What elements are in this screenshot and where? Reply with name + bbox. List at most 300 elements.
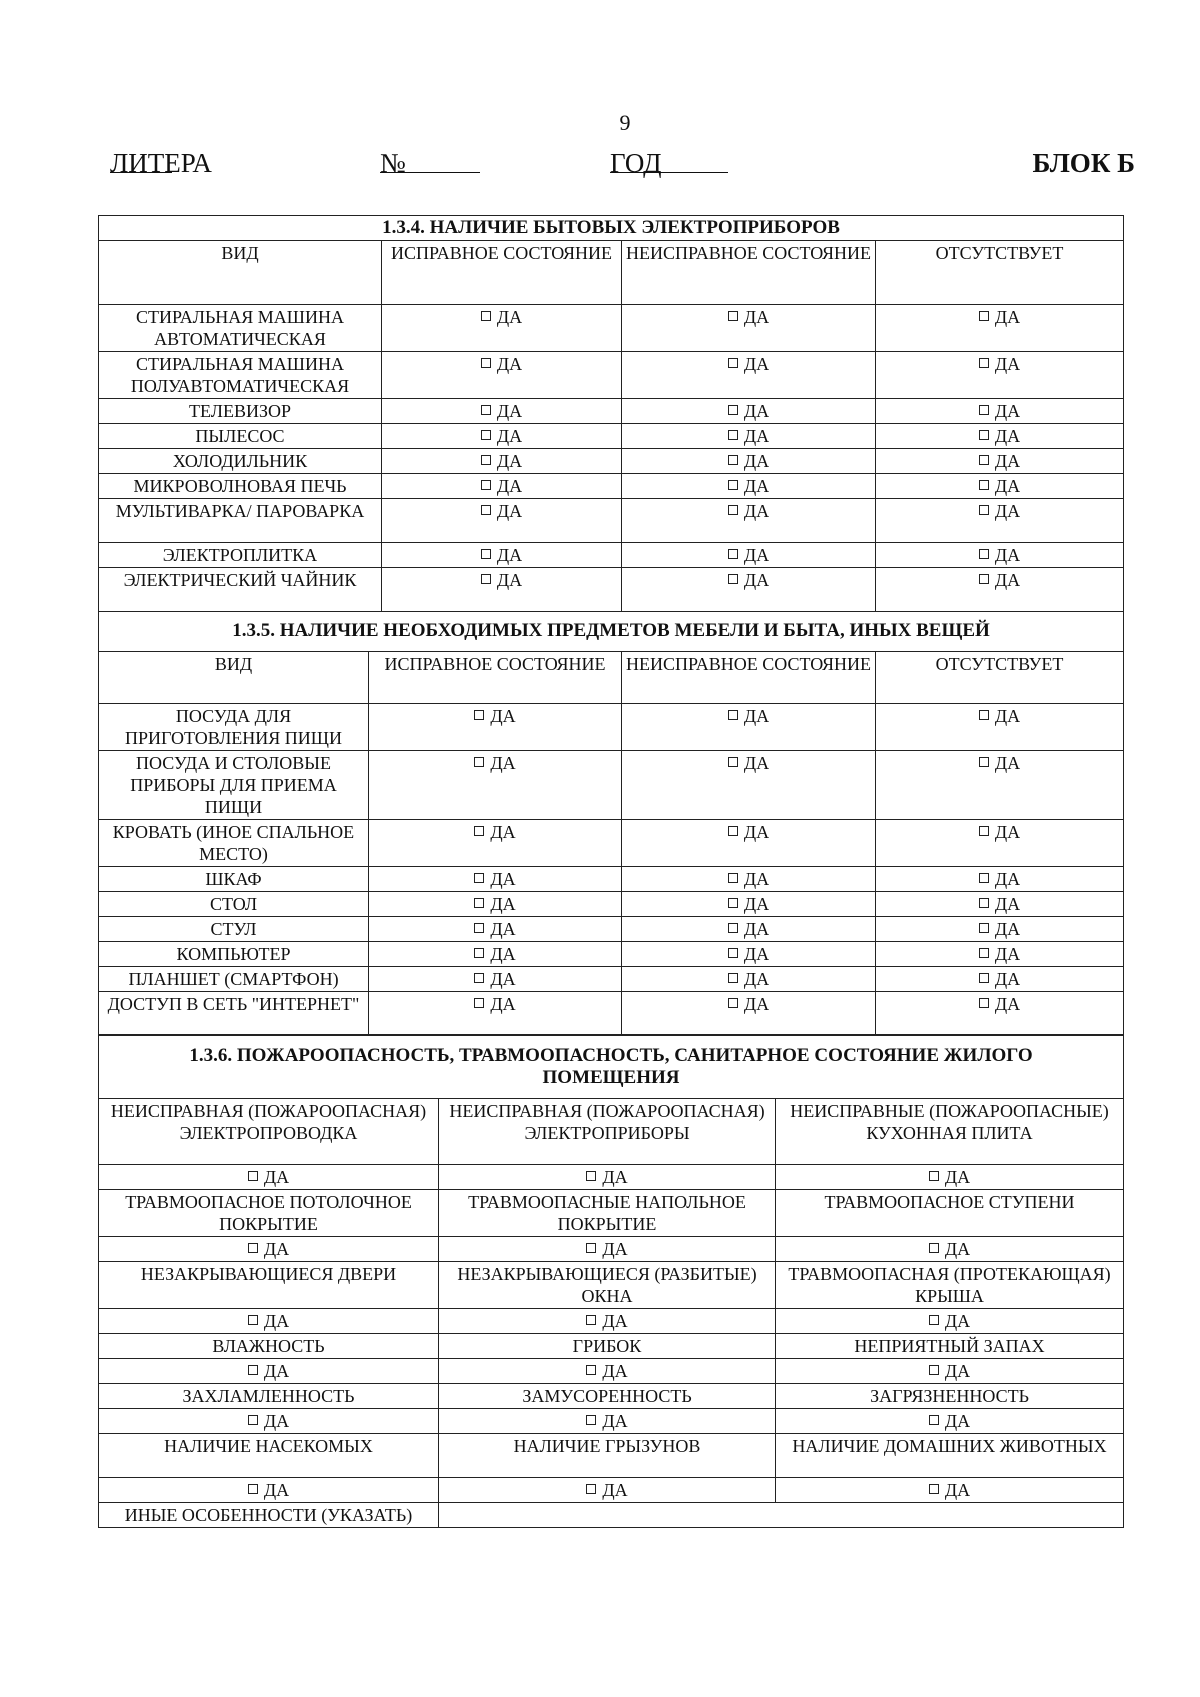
col-type: ВИД: [99, 651, 369, 703]
year-blank[interactable]: [610, 148, 728, 173]
yes-label: ДА: [496, 354, 523, 374]
hazard-label: ТРАВМООПАСНОЕ СТУПЕНИ: [776, 1190, 1124, 1237]
checkbox-icon[interactable]: [474, 826, 484, 836]
checkbox-icon[interactable]: [586, 1365, 596, 1375]
item-name: ДОСТУП В СЕТЬ "ИНТЕРНЕТ": [99, 991, 369, 1035]
checkbox-icon[interactable]: [979, 505, 989, 515]
yes-checkbox[interactable]: [622, 543, 876, 568]
table-row: [99, 1334, 1124, 1359]
checkbox-icon[interactable]: [929, 1171, 939, 1181]
hazard-label: НЕИСПРАВНЫЕ (ПОЖАРООПАСНЫЕ) КУХОННАЯ ПЛИТА: [776, 1099, 1124, 1165]
yes-checkbox[interactable]: [439, 1237, 776, 1262]
yes-checkbox[interactable]: [369, 866, 622, 891]
yes-checkbox[interactable]: [622, 966, 876, 991]
yes-label: ДА: [490, 893, 516, 914]
block-label: БЛОК Б: [1032, 148, 1135, 178]
checkbox-icon[interactable]: [474, 998, 484, 1008]
checkbox-icon[interactable]: [474, 710, 484, 720]
yes-checkbox[interactable]: [876, 819, 1124, 866]
table-row: [99, 891, 1124, 916]
year-label: ГОД: [610, 148, 662, 178]
yes-label: ДА: [994, 868, 1021, 889]
checkbox-icon[interactable]: [979, 430, 989, 440]
yes-label: ДА: [263, 1167, 290, 1187]
hazard-label: ГРИБОК: [439, 1334, 776, 1359]
yes-checkbox[interactable]: [776, 1309, 1124, 1334]
hazard-label: НЕЗАКРЫВАЮЩИЕСЯ (РАЗБИТЫЕ) ОКНА: [439, 1262, 776, 1309]
safety-section-title: 1.3.6. ПОЖАРООПАСНОСТЬ, ТРАВМООПАСНОСТЬ, САНИТАРНОЕ СОСТОЯНИЕ ЖИЛОГО ПОМЕЩЕНИЯ: [99, 1035, 1124, 1099]
checkbox-icon[interactable]: [979, 826, 989, 836]
yes-checkbox[interactable]: [876, 543, 1124, 568]
checkbox-icon[interactable]: [728, 549, 738, 559]
table-row: [99, 703, 1124, 750]
yes-label: ДА: [490, 918, 516, 939]
checkbox-icon[interactable]: [728, 757, 738, 767]
yes-label: ДА: [496, 545, 523, 565]
checkbox-icon[interactable]: [979, 923, 989, 933]
checkbox-icon[interactable]: [481, 549, 491, 559]
yes-label: ДА: [496, 401, 523, 421]
table-row: [99, 966, 1124, 991]
item-name: ПЫЛЕСОС: [99, 424, 382, 449]
checkbox-icon[interactable]: [728, 358, 738, 368]
yes-label: ДА: [743, 451, 770, 471]
yes-checkbox[interactable]: [876, 474, 1124, 499]
item-name: МИКРОВОЛНОВАЯ ПЕЧЬ: [99, 474, 382, 499]
table-row: [99, 1262, 1124, 1309]
yes-checkbox[interactable]: [99, 1359, 439, 1384]
yes-label: ДА: [496, 570, 523, 590]
col-type: ВИД: [99, 241, 382, 305]
checkbox-icon[interactable]: [728, 898, 738, 908]
yes-label: ДА: [602, 1311, 628, 1331]
table-row: [99, 543, 1124, 568]
yes-label: ДА: [490, 868, 516, 889]
table-row: [99, 568, 1124, 612]
hazard-label: НАЛИЧИЕ ДОМАШНИХ ЖИВОТНЫХ: [776, 1434, 1124, 1478]
yes-checkbox[interactable]: [622, 474, 876, 499]
hazard-label: НАЛИЧИЕ НАСЕКОМЫХ: [99, 1434, 439, 1478]
item-name: СТИРАЛЬНАЯ МАШИНА АВТОМАТИЧЕСКАЯ: [99, 305, 382, 352]
table-row: [99, 1409, 1124, 1434]
checkbox-icon[interactable]: [929, 1365, 939, 1375]
yes-label: ДА: [743, 354, 770, 374]
checkbox-icon[interactable]: [979, 948, 989, 958]
yes-label: ДА: [994, 426, 1021, 446]
table-row: [99, 1237, 1124, 1262]
page-number: 9: [619, 110, 631, 135]
checkbox-icon[interactable]: [728, 873, 738, 883]
yes-label: ДА: [743, 570, 770, 590]
yes-checkbox[interactable]: [776, 1478, 1124, 1503]
table-row: [99, 1478, 1124, 1503]
yes-checkbox[interactable]: [622, 352, 876, 399]
item-name: СТОЛ: [99, 891, 369, 916]
yes-checkbox[interactable]: [382, 474, 622, 499]
yes-checkbox[interactable]: [382, 424, 622, 449]
safety-rows: [99, 1099, 1124, 1503]
yes-label: ДА: [743, 401, 770, 421]
checkbox-icon[interactable]: [979, 455, 989, 465]
yes-label: ДА: [944, 1311, 971, 1331]
litera-blank[interactable]: [110, 148, 172, 173]
checkbox-icon[interactable]: [979, 405, 989, 415]
table-row: [99, 1165, 1124, 1190]
checkbox-icon[interactable]: [728, 948, 738, 958]
checkbox-icon[interactable]: [248, 1415, 258, 1425]
yes-checkbox[interactable]: [622, 399, 876, 424]
col-working: ИСПРАВНОЕ СОСТОЯНИЕ: [382, 241, 622, 305]
yes-label: ДА: [490, 705, 516, 726]
yes-label: ДА: [994, 993, 1021, 1014]
item-name: ПОСУДА И СТОЛОВЫЕ ПРИБОРЫ ДЛЯ ПРИЕМА ПИЩИ: [99, 750, 369, 819]
checkbox-icon[interactable]: [728, 480, 738, 490]
yes-checkbox[interactable]: [622, 819, 876, 866]
furniture-section-title: 1.3.5. НАЛИЧИЕ НЕОБХОДИМЫХ ПРЕДМЕТОВ МЕБЕЛИ И БЫТА, ИНЫХ ВЕЩЕЙ: [99, 611, 1124, 651]
yes-checkbox[interactable]: [382, 543, 622, 568]
yes-checkbox[interactable]: [622, 568, 876, 612]
yes-checkbox[interactable]: [99, 1409, 439, 1434]
yes-label: ДА: [743, 993, 770, 1014]
item-name: ШКАФ: [99, 866, 369, 891]
yes-label: ДА: [743, 918, 770, 939]
yes-label: ДА: [743, 476, 770, 496]
yes-label: ДА: [602, 1480, 628, 1500]
yes-checkbox[interactable]: [369, 916, 622, 941]
checkbox-icon[interactable]: [979, 480, 989, 490]
yes-checkbox[interactable]: [99, 1165, 439, 1190]
checkbox-icon[interactable]: [728, 998, 738, 1008]
table-row: [99, 1359, 1124, 1384]
checkbox-icon[interactable]: [979, 358, 989, 368]
number-label: №: [380, 148, 406, 178]
yes-checkbox[interactable]: [876, 866, 1124, 891]
yes-checkbox[interactable]: [99, 1237, 439, 1262]
yes-checkbox[interactable]: [382, 352, 622, 399]
yes-label: ДА: [743, 893, 770, 914]
table-row: [99, 1384, 1124, 1409]
item-name: ПОСУДА ДЛЯ ПРИГОТОВЛЕНИЯ ПИЩИ: [99, 703, 369, 750]
checkbox-icon[interactable]: [474, 898, 484, 908]
yes-checkbox[interactable]: [369, 991, 622, 1035]
yes-checkbox[interactable]: [876, 399, 1124, 424]
col-broken: НЕИСПРАВНОЕ СОСТОЯНИЕ: [622, 651, 876, 703]
yes-checkbox[interactable]: [382, 499, 622, 543]
yes-checkbox[interactable]: [439, 1409, 776, 1434]
yes-label: ДА: [743, 501, 770, 521]
yes-checkbox[interactable]: [622, 891, 876, 916]
col-absent: ОТСУТСТВУЕТ: [876, 241, 1124, 305]
other-features-field[interactable]: [439, 1503, 1124, 1528]
checkbox-icon[interactable]: [481, 430, 491, 440]
checkbox-icon[interactable]: [979, 311, 989, 321]
yes-label: ДА: [496, 307, 523, 327]
yes-label: ДА: [994, 943, 1021, 964]
checkbox-icon[interactable]: [586, 1171, 596, 1181]
yes-checkbox[interactable]: [776, 1165, 1124, 1190]
checkbox-icon[interactable]: [728, 505, 738, 515]
yes-label: ДА: [490, 943, 516, 964]
checkbox-icon[interactable]: [728, 455, 738, 465]
yes-checkbox[interactable]: [622, 750, 876, 819]
item-name: МУЛЬТИВАРКА/ ПАРОВАРКА: [99, 499, 382, 543]
yes-label: ДА: [944, 1239, 971, 1259]
yes-label: ДА: [743, 943, 770, 964]
yes-checkbox[interactable]: [876, 499, 1124, 543]
checkbox-icon[interactable]: [979, 973, 989, 983]
item-name: КРОВАТЬ (ИНОЕ СПАЛЬНОЕ МЕСТО): [99, 819, 369, 866]
checkbox-icon[interactable]: [474, 757, 484, 767]
checkbox-icon[interactable]: [481, 574, 491, 584]
yes-checkbox[interactable]: [622, 499, 876, 543]
yes-checkbox[interactable]: [99, 1478, 439, 1503]
yes-label: ДА: [743, 868, 770, 889]
appliances-rows: [99, 305, 1124, 612]
appliances-section-title: 1.3.4. НАЛИЧИЕ БЫТОВЫХ ЭЛЕКТРОПРИБОРОВ: [99, 216, 1124, 241]
yes-label: ДА: [994, 545, 1021, 565]
hazard-label: ЗАХЛАМЛЕННОСТЬ: [99, 1384, 439, 1409]
yes-checkbox[interactable]: [876, 891, 1124, 916]
yes-label: ДА: [263, 1480, 290, 1500]
checkbox-icon[interactable]: [979, 873, 989, 883]
yes-label: ДА: [496, 426, 523, 446]
hazard-label: НЕИСПРАВНАЯ (ПОЖАРООПАСНАЯ) ЭЛЕКТРОПРИБОРЫ: [439, 1099, 776, 1165]
table-row: [99, 941, 1124, 966]
checkbox-icon[interactable]: [728, 973, 738, 983]
yes-checkbox[interactable]: [622, 305, 876, 352]
yes-checkbox[interactable]: [776, 1409, 1124, 1434]
yes-label: ДА: [602, 1361, 628, 1381]
yes-checkbox[interactable]: [439, 1359, 776, 1384]
yes-checkbox[interactable]: [369, 966, 622, 991]
checkbox-icon[interactable]: [979, 898, 989, 908]
checkbox-icon[interactable]: [481, 405, 491, 415]
table-row: [99, 1190, 1124, 1237]
hazard-label: НЕЗАКРЫВАЮЩИЕСЯ ДВЕРИ: [99, 1262, 439, 1309]
table-row: [99, 916, 1124, 941]
yes-label: ДА: [743, 705, 770, 726]
yes-label: ДА: [490, 993, 516, 1014]
table-row: [99, 474, 1124, 499]
item-name: СТИРАЛЬНАЯ МАШИНА ПОЛУАВТОМАТИЧЕСКАЯ: [99, 352, 382, 399]
table-row: [99, 991, 1124, 1035]
col-broken: НЕИСПРАВНОЕ СОСТОЯНИЕ: [622, 241, 876, 305]
safety-table: [98, 1034, 1124, 1528]
table-row: [99, 305, 1124, 352]
yes-label: ДА: [944, 1411, 971, 1431]
yes-checkbox[interactable]: [99, 1309, 439, 1334]
yes-checkbox[interactable]: [439, 1309, 776, 1334]
checkbox-icon[interactable]: [474, 873, 484, 883]
yes-checkbox[interactable]: [369, 750, 622, 819]
yes-label: ДА: [743, 752, 770, 773]
item-name: ПЛАНШЕТ (СМАРТФОН): [99, 966, 369, 991]
checkbox-icon[interactable]: [728, 405, 738, 415]
yes-label: ДА: [602, 1167, 628, 1187]
yes-checkbox[interactable]: [369, 891, 622, 916]
checkbox-icon[interactable]: [481, 311, 491, 321]
yes-label: ДА: [944, 1480, 971, 1500]
yes-checkbox[interactable]: [876, 703, 1124, 750]
yes-checkbox[interactable]: [876, 916, 1124, 941]
checkbox-icon[interactable]: [474, 948, 484, 958]
yes-label: ДА: [263, 1411, 290, 1431]
checkbox-icon[interactable]: [248, 1243, 258, 1253]
checkbox-icon[interactable]: [586, 1415, 596, 1425]
checkbox-icon[interactable]: [248, 1365, 258, 1375]
yes-checkbox[interactable]: [439, 1165, 776, 1190]
yes-checkbox[interactable]: [382, 305, 622, 352]
other-features-label: ИНЫЕ ОСОБЕННОСТИ (УКАЗАТЬ): [99, 1503, 439, 1528]
form-header: [110, 148, 1135, 188]
table-row: [99, 499, 1124, 543]
checkbox-icon[interactable]: [979, 757, 989, 767]
yes-label: ДА: [994, 401, 1021, 421]
number-blank[interactable]: [380, 148, 480, 173]
checkbox-icon[interactable]: [979, 574, 989, 584]
yes-label: ДА: [994, 476, 1021, 496]
yes-label: ДА: [994, 501, 1021, 521]
yes-label: ДА: [743, 426, 770, 446]
yes-label: ДА: [263, 1239, 290, 1259]
table-row: [99, 399, 1124, 424]
col-absent: ОТСУТСТВУЕТ: [876, 651, 1124, 703]
yes-label: ДА: [743, 307, 770, 327]
table-row: [99, 352, 1124, 399]
yes-label: ДА: [994, 968, 1021, 989]
yes-label: ДА: [743, 545, 770, 565]
yes-label: ДА: [496, 476, 523, 496]
hazard-label: ВЛАЖНОСТЬ: [99, 1334, 439, 1359]
checkbox-icon[interactable]: [929, 1484, 939, 1494]
yes-checkbox[interactable]: [369, 819, 622, 866]
yes-checkbox[interactable]: [876, 750, 1124, 819]
table-row: [99, 1309, 1124, 1334]
yes-checkbox[interactable]: [622, 449, 876, 474]
checkbox-icon[interactable]: [248, 1315, 258, 1325]
hazard-label: ТРАВМООПАСНАЯ (ПРОТЕКАЮЩАЯ) КРЫША: [776, 1262, 1124, 1309]
checkbox-icon[interactable]: [728, 311, 738, 321]
item-name: ЭЛЕКТРОПЛИТКА: [99, 543, 382, 568]
checkbox-icon[interactable]: [929, 1243, 939, 1253]
yes-checkbox[interactable]: [876, 424, 1124, 449]
table-row: [99, 449, 1124, 474]
hazard-label: ЗАГРЯЗНЕННОСТЬ: [776, 1384, 1124, 1409]
item-name: ТЕЛЕВИЗОР: [99, 399, 382, 424]
checkbox-icon[interactable]: [474, 973, 484, 983]
checkbox-icon[interactable]: [979, 998, 989, 1008]
yes-checkbox[interactable]: [622, 866, 876, 891]
item-name: КОМПЬЮТЕР: [99, 941, 369, 966]
checkbox-icon[interactable]: [728, 430, 738, 440]
checkbox-icon[interactable]: [481, 505, 491, 515]
yes-label: ДА: [496, 501, 523, 521]
yes-checkbox[interactable]: [622, 703, 876, 750]
checkbox-icon[interactable]: [586, 1315, 596, 1325]
yes-checkbox[interactable]: [382, 568, 622, 612]
item-name: ХОЛОДИЛЬНИК: [99, 449, 382, 474]
yes-checkbox[interactable]: [622, 424, 876, 449]
yes-label: ДА: [490, 821, 516, 842]
table-row: [99, 819, 1124, 866]
table-row: [99, 1434, 1124, 1478]
table-row: [99, 1099, 1124, 1165]
checkbox-icon[interactable]: [248, 1171, 258, 1181]
yes-checkbox[interactable]: [369, 703, 622, 750]
yes-label: ДА: [994, 893, 1021, 914]
checkbox-icon[interactable]: [481, 480, 491, 490]
yes-label: ДА: [490, 968, 516, 989]
yes-label: ДА: [602, 1239, 628, 1259]
yes-checkbox[interactable]: [776, 1237, 1124, 1262]
checkbox-icon[interactable]: [728, 710, 738, 720]
yes-checkbox[interactable]: [622, 941, 876, 966]
col-working: ИСПРАВНОЕ СОСТОЯНИЕ: [369, 651, 622, 703]
yes-label: ДА: [994, 307, 1021, 327]
yes-checkbox[interactable]: [876, 305, 1124, 352]
yes-checkbox[interactable]: [876, 568, 1124, 612]
yes-checkbox[interactable]: [876, 352, 1124, 399]
hazard-label: НЕИСПРАВНАЯ (ПОЖАРООПАСНАЯ) ЭЛЕКТРОПРОВОДКА: [99, 1099, 439, 1165]
yes-checkbox[interactable]: [876, 941, 1124, 966]
yes-checkbox[interactable]: [876, 449, 1124, 474]
yes-label: ДА: [994, 918, 1021, 939]
checkbox-icon[interactable]: [929, 1415, 939, 1425]
yes-label: ДА: [490, 752, 516, 773]
form-tables: [98, 215, 1123, 1528]
yes-checkbox[interactable]: [622, 916, 876, 941]
yes-label: ДА: [994, 570, 1021, 590]
checkbox-icon[interactable]: [929, 1315, 939, 1325]
table-row: [99, 750, 1124, 819]
item-name: ЭЛЕКТРИЧЕСКИЙ ЧАЙНИК: [99, 568, 382, 612]
yes-checkbox[interactable]: [382, 449, 622, 474]
hazard-label: ТРАВМООПАСНОЕ ПОТОЛОЧНОЕ ПОКРЫТИЕ: [99, 1190, 439, 1237]
hazard-label: ЗАМУСОРЕННОСТЬ: [439, 1384, 776, 1409]
checkbox-icon[interactable]: [728, 826, 738, 836]
checkbox-icon[interactable]: [481, 358, 491, 368]
checkbox-icon[interactable]: [586, 1484, 596, 1494]
checkbox-icon[interactable]: [481, 455, 491, 465]
table-row: [99, 866, 1124, 891]
checkbox-icon[interactable]: [979, 710, 989, 720]
hazard-label: НЕПРИЯТНЫЙ ЗАПАХ: [776, 1334, 1124, 1359]
appliances-table: [98, 215, 1124, 612]
yes-label: ДА: [496, 451, 523, 471]
yes-checkbox[interactable]: [776, 1359, 1124, 1384]
yes-label: ДА: [994, 705, 1021, 726]
checkbox-icon[interactable]: [728, 923, 738, 933]
checkbox-icon[interactable]: [586, 1243, 596, 1253]
yes-checkbox[interactable]: [876, 966, 1124, 991]
yes-label: ДА: [994, 354, 1021, 374]
yes-label: ДА: [263, 1311, 290, 1331]
yes-checkbox[interactable]: [382, 399, 622, 424]
yes-label: ДА: [994, 752, 1021, 773]
table-row: [99, 424, 1124, 449]
checkbox-icon[interactable]: [248, 1484, 258, 1494]
checkbox-icon[interactable]: [728, 574, 738, 584]
yes-checkbox[interactable]: [876, 991, 1124, 1035]
yes-label: ДА: [944, 1167, 971, 1187]
checkbox-icon[interactable]: [979, 549, 989, 559]
yes-label: ДА: [743, 821, 770, 842]
yes-checkbox[interactable]: [622, 991, 876, 1035]
checkbox-icon[interactable]: [474, 923, 484, 933]
yes-label: ДА: [602, 1411, 628, 1431]
yes-checkbox[interactable]: [439, 1478, 776, 1503]
yes-checkbox[interactable]: [369, 941, 622, 966]
